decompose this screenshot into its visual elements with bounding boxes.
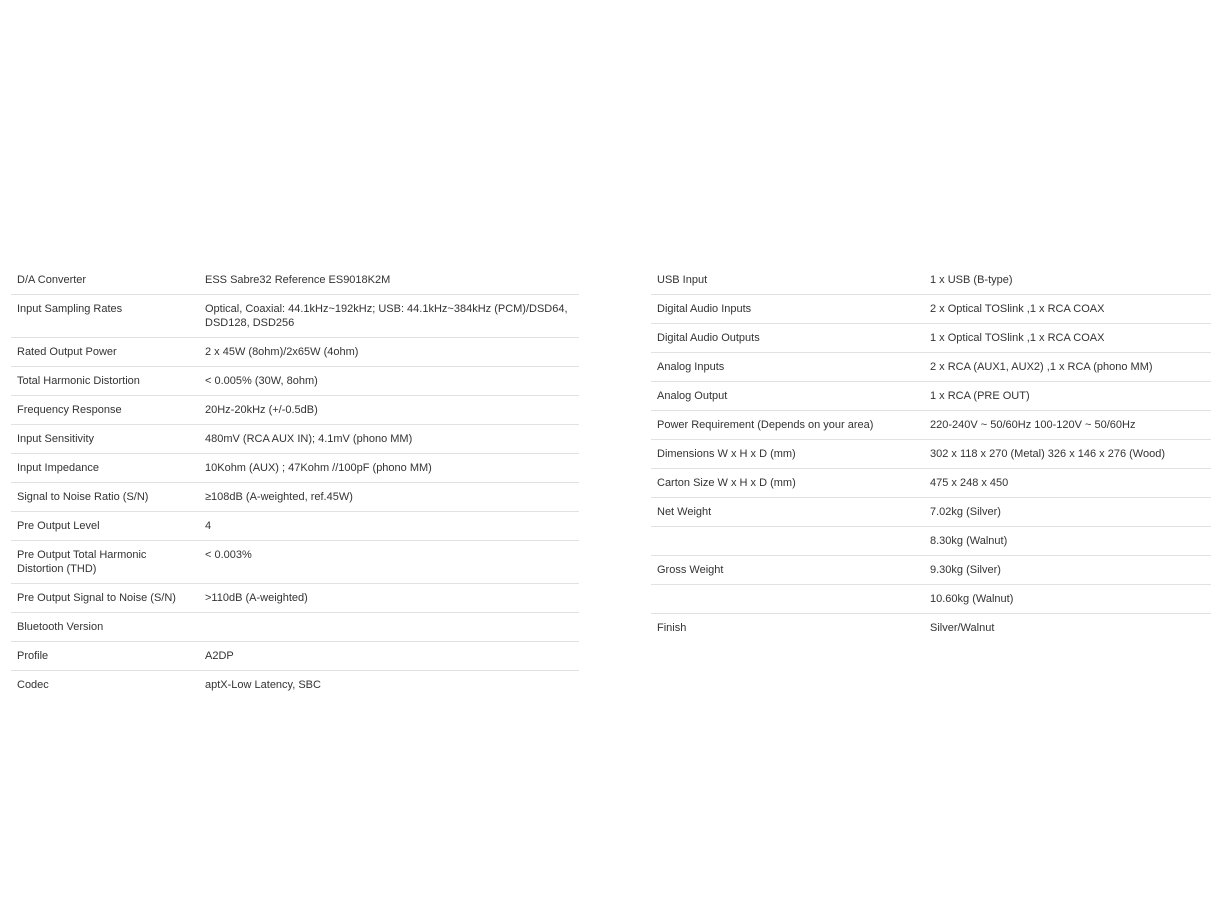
spec-value: 1 x RCA (PRE OUT) [924,382,1211,411]
spec-row [651,411,1211,440]
spec-value: ESS Sabre32 Reference ES9018K2M [199,266,579,295]
spec-value: 7.02kg (Silver) [924,498,1211,527]
spec-value: 2 x 45W (8ohm)/2x65W (4ohm) [199,338,579,367]
spec-label: Analog Output [651,382,924,411]
spec-label: Net Weight [651,498,924,527]
spec-value: 20Hz-20kHz (+/-0.5dB) [199,396,579,425]
spec-row [11,367,579,396]
spec-row [651,527,1211,556]
spec-label [651,527,924,556]
spec-row [651,382,1211,411]
spec-row [11,512,579,541]
spec-value: 2 x RCA (AUX1, AUX2) ,1 x RCA (phono MM) [924,353,1211,382]
spec-row [11,642,579,671]
spec-row [11,671,579,700]
spec-value: aptX-Low Latency, SBC [205,679,321,691]
spec-value: 480mV (RCA AUX IN); 4.1mV (phono MM) [199,425,579,454]
spec-value: 2 x Optical TOSlink ,1 x RCA COAX [924,295,1211,324]
spec-label: Profile [11,642,199,671]
spec-label: Analog Inputs [651,353,924,382]
left-spec-panel [0,0,600,691]
spec-value: 1 x Optical TOSlink ,1 x RCA COAX [924,324,1211,353]
spec-row [651,324,1211,353]
spec-value: 9.30kg (Silver) [924,556,1211,585]
spec-row [651,556,1211,585]
spec-row [11,338,579,367]
spec-label: Gross Weight [651,556,924,585]
spec-row [11,613,579,642]
spec-value: 302 x 118 x 270 (Metal) 326 x 146 x 276 (Wood) [924,440,1211,469]
spec-row [651,585,1211,614]
spec-row [11,425,579,454]
spec-label: Codec [17,679,49,691]
spec-value: ≥108dB (A-weighted, ref.45W) [199,483,579,512]
spec-row [11,584,579,613]
spec-row [11,266,579,295]
spec-label: Bluetooth Version [11,613,199,642]
spec-label: Total Harmonic Distortion [11,367,199,396]
spec-label: Signal to Noise Ratio (S/N) [11,483,199,512]
spec-row [651,440,1211,469]
spec-value: Optical, Coaxial: 44.1kHz~192kHz; USB: 44.1kHz~384kHz (PCM)/DSD64, DSD128, DSD256 [199,295,579,338]
spec-value [199,613,579,642]
spec-label: Carton Size W x H x D (mm) [651,469,924,498]
spec-label: Pre Output Level [11,512,199,541]
spec-value: 10Kohm (AUX) ; 47Kohm //100pF (phono MM) [199,454,579,483]
spec-label: Frequency Response [11,396,199,425]
spec-value: 220-240V ~ 50/60Hz 100-120V ~ 50/60Hz [924,411,1211,440]
left-spec-table [11,266,579,699]
spec-value: A2DP [199,642,579,671]
spec-label [651,585,924,614]
spec-label: Power Requirement (Depends on your area) [651,411,924,440]
spec-value: Silver/Walnut [930,622,995,634]
spec-label: Input Sensitivity [11,425,199,454]
spec-row [11,295,579,338]
spec-value: < 0.003% [199,541,579,584]
right-spec-table [651,266,1211,642]
spec-label: Dimensions W x H x D (mm) [651,440,924,469]
spec-row [651,614,1211,643]
spec-label: USB Input [651,266,924,295]
spec-value: >110dB (A-weighted) [199,584,579,613]
spec-value: 475 x 248 x 450 [924,469,1211,498]
spec-label: Rated Output Power [11,338,199,367]
spec-row [11,541,579,584]
spec-row [651,295,1211,324]
spec-label: Digital Audio Outputs [651,324,924,353]
spec-label: Input Impedance [11,454,199,483]
spec-value: 1 x USB (B-type) [924,266,1211,295]
spec-row [11,483,579,512]
spec-row [651,498,1211,527]
spec-label: Digital Audio Inputs [651,295,924,324]
spec-value: < 0.005% (30W, 8ohm) [199,367,579,396]
spec-row [651,469,1211,498]
spec-label: Input Sampling Rates [11,295,199,338]
spec-label: D/A Converter [11,266,199,295]
spec-row [651,266,1211,295]
spec-row [11,454,579,483]
spec-label: Pre Output Signal to Noise (S/N) [11,584,199,613]
spec-label: Finish [657,622,687,634]
spec-row [651,353,1211,382]
spec-label: Pre Output Total Harmonic Distortion (THD) [11,541,199,584]
spec-value: 10.60kg (Walnut) [924,585,1211,614]
spec-value: 4 [199,512,579,541]
spec-row [11,396,579,425]
spec-value: 8.30kg (Walnut) [924,527,1211,556]
